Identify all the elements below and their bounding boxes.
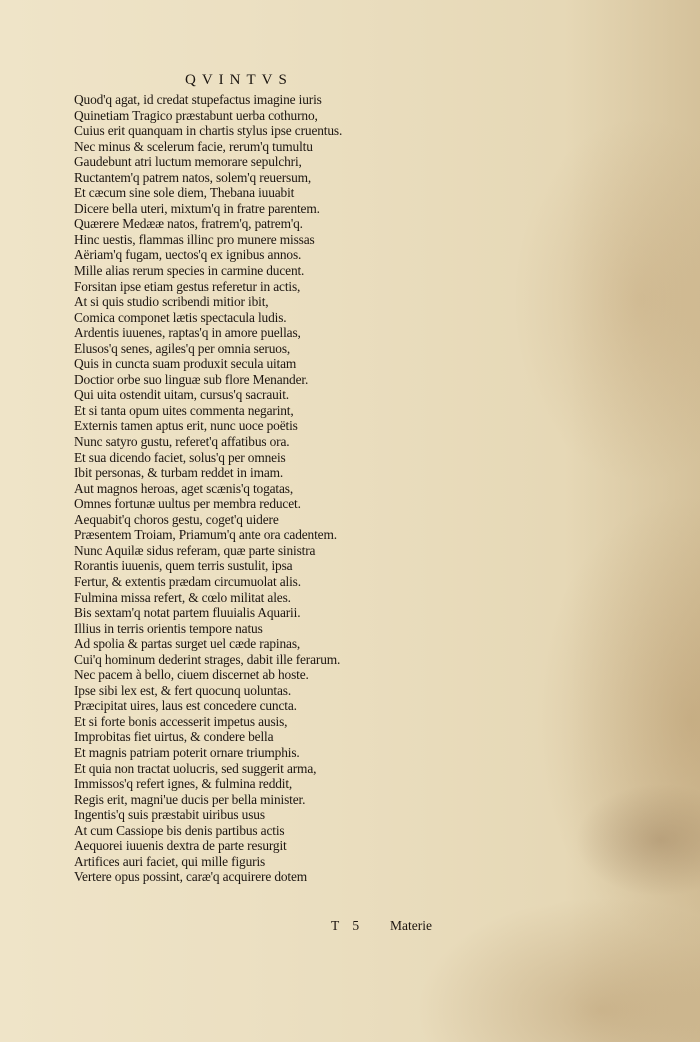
verse-line: Doctior orbe suo linguæ sub flore Menander. — [74, 371, 309, 387]
verse-line: Ructantem'q patrem natos, solem'q reuersum, — [74, 169, 312, 185]
verse-line: Mille alias rerum species in carmine ducent. — [74, 263, 305, 279]
verse-line: Externis tamen aptus erit, nunc uoce poëtis — [74, 418, 298, 434]
verse-line: Hinc uestis, flammas illinc pro munere missas — [74, 231, 315, 247]
verse-line: Elusos'q senes, agiles'q per omnia seruos, — [74, 340, 291, 356]
signature-mark: T 5 — [331, 918, 365, 933]
verse-line: Vertere opus possint, caræ'q acquirere dotem — [74, 869, 308, 885]
verse-line: Illius in terris orientis tempore natus — [74, 620, 263, 636]
verse-line: Et si tanta opum uites commenta negarint, — [74, 402, 294, 418]
verse-line: Qui uita ostendit uitam, cursus'q sacrauit. — [74, 387, 290, 403]
verse-line: Præcipitat uires, laus est concedere cuncta. — [74, 698, 297, 714]
verse-line: Aëriam'q fugam, uectos'q ex ignibus annos. — [74, 247, 302, 263]
verse-line: Ibit personas, & turbam reddet in imam. — [74, 465, 284, 481]
verse-line: Improbitas fiet uirtus, & condere bella — [74, 729, 274, 745]
verse-line: Forsitan ipse etiam gestus referetur in actis, — [74, 278, 301, 294]
verse-line: Fulmina missa refert, & cœlo militat ales. — [74, 589, 291, 605]
verse-line: Comica componet lætis spectacula ludis. — [74, 309, 287, 325]
verse-line: Quærere Medææ natos, fratrem'q, patrem'q. — [74, 216, 303, 232]
verse-line: Nec minus & scelerum facie, rerum'q tumultu — [74, 138, 313, 154]
verse-line: Et magnis patriam poterit ornare triumphis. — [74, 744, 300, 760]
verse-line: Omnes fortunæ uultus per membra reducet. — [74, 496, 301, 512]
verse-line: Et sua dicendo faciet, solus'q per omneis — [74, 449, 286, 465]
verse-line: Ipse sibi lex est, & fert quocunq uoluntas. — [74, 682, 292, 698]
verse-line: Ingentis'q suis præstabit uiribus usus — [74, 807, 265, 823]
verse-line: Quod'q agat, id credat stupefactus imagine iuris — [74, 92, 322, 107]
verse-line: Aut magnos heroas, aget scænis'q togatas, — [74, 480, 294, 496]
verse-line: Fertur, & extentis prædam circumuolat alis. — [74, 573, 301, 589]
verse-line: At si quis studio scribendi mitior ibit, — [74, 294, 269, 310]
verse-line: Quis in cuncta suam produxit secula uitam — [74, 356, 297, 372]
page-footer — [0, 918, 700, 938]
running-head: QVINTVS — [185, 72, 293, 88]
verse-line: Nunc satyro gustu, referet'q affatibus ora. — [74, 434, 290, 450]
verse-line: Cuius erit quanquam in chartis stylus ipse cruentus. — [74, 123, 343, 139]
verse-line: Ardentis iuuenes, raptas'q in amore puellas, — [74, 325, 301, 341]
catchword: Materie — [390, 918, 432, 933]
verse-line: Et quia non tractat uolucris, sed suggerit arma, — [74, 760, 317, 776]
verse-line: Dicere bella uteri, mixtum'q in fratre parentem. — [74, 200, 320, 216]
verse-line: Rorantis iuuenis, quem terris sustulit, ipsa — [74, 558, 293, 574]
verse-line: Gaudebunt atri luctum memorare sepulchri, — [74, 154, 302, 170]
verse-line: Nec pacem à bello, ciuem discernet ab hoste. — [74, 667, 309, 683]
verse-line: Bis sextam'q notat partem fluuialis Aquarii. — [74, 605, 301, 621]
verse-line: At cum Cassiope bis denis partibus actis — [74, 822, 285, 838]
verse-line: Et si forte bonis accesserit impetus ausis, — [74, 713, 288, 729]
verse-line: Et cæcum sine sole diem, Thebana iuuabit — [74, 185, 295, 201]
verse-line: Aequorei iuuenis dextra de parte resurgit — [74, 838, 287, 854]
verse-line: Ad spolia & partas surget uel cæde rapinas, — [74, 636, 301, 652]
verse-line: Quinetiam Tragico præstabunt uerba cothurno, — [74, 107, 318, 123]
verse-block — [74, 92, 384, 885]
verse-line: Aequabit'q choros gestu, coget'q uidere — [74, 511, 279, 527]
verse-line: Artifices auri faciet, qui mille figuris — [74, 853, 266, 869]
verse-line: Regis erit, magni'ue ducis per bella minister. — [74, 791, 306, 807]
verse-line: Præsentem Troiam, Priamum'q ante ora cadentem. — [74, 527, 337, 543]
verse-line: Cui'q hominum dederint strages, dabit ille ferarum. — [74, 651, 341, 667]
verse-line: Immissos'q refert ignes, & fulmina reddit, — [74, 776, 293, 792]
verse-line: Nunc Aquilæ sidus referam, quæ parte sinistra — [74, 542, 316, 558]
